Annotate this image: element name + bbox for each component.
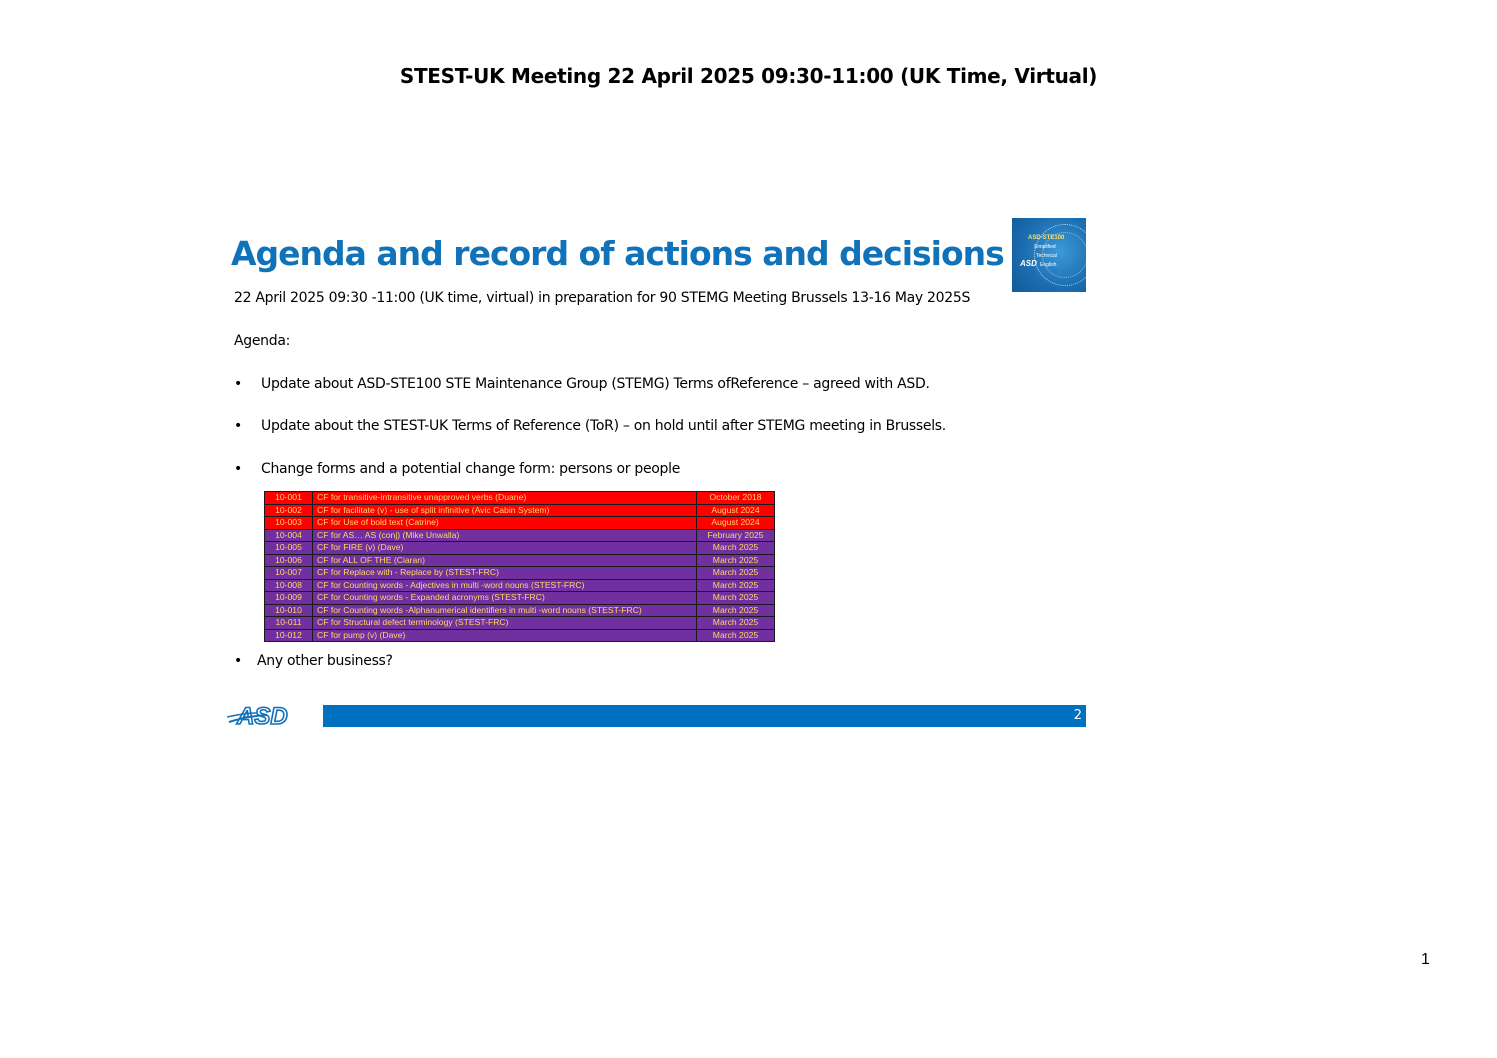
table-row	[265, 629, 775, 642]
cf-date-cell: March 2025	[697, 604, 775, 617]
cf-date-cell: March 2025	[697, 592, 775, 605]
agenda-item-text: Update about the STEST-UK Terms of Reference (ToR) – on hold until after STEMG meeting in Brussels.	[261, 418, 946, 434]
change-forms-table	[264, 491, 775, 642]
bullet-icon: •	[234, 653, 242, 669]
agenda-item-aob	[234, 653, 393, 669]
table-row	[265, 592, 775, 605]
cf-date-cell: March 2025	[697, 617, 775, 630]
page-number: 1	[1421, 951, 1430, 968]
slide-heading: Agenda and record of actions and decisions	[231, 234, 1004, 273]
cf-id-cell: 10-001	[265, 492, 313, 505]
cf-description-cell: CF for transitive-intransitive unapproved verbs (Duane)	[313, 492, 697, 505]
cf-date-cell: February 2025	[697, 529, 775, 542]
cf-description-cell: CF for Counting words -Alphanumerical identifiers in multi -word nouns (STEST-FRC)	[313, 604, 697, 617]
logo-line-2: Simplified	[1034, 244, 1056, 250]
logo-line-3: Technical	[1036, 253, 1057, 259]
table-row	[265, 504, 775, 517]
cf-id-cell: 10-002	[265, 504, 313, 517]
agenda-label: Agenda:	[234, 333, 291, 349]
document-title: STEST-UK Meeting 22 April 2025 09:30-11:00 (UK Time, Virtual)	[399, 64, 1098, 88]
table-row	[265, 554, 775, 567]
cf-description-cell: CF for facilitate (v) - use of split infinitive (Avic Cabin System)	[313, 504, 697, 517]
table-row	[265, 517, 775, 530]
cf-id-cell: 10-003	[265, 517, 313, 530]
cf-description-cell: CF for ALL OF THE (Ciaran)	[313, 554, 697, 567]
cf-date-cell: March 2025	[697, 567, 775, 580]
agenda-item-1	[234, 376, 930, 392]
cf-description-cell: CF for Use of bold text (Catrine)	[313, 517, 697, 530]
cf-date-cell: August 2024	[697, 517, 775, 530]
cf-date-cell: March 2025	[697, 579, 775, 592]
agenda-item-2	[234, 418, 946, 434]
table-row	[265, 542, 775, 555]
cf-id-cell: 10-005	[265, 542, 313, 555]
bullet-icon: •	[234, 376, 242, 392]
table-row	[265, 529, 775, 542]
agenda-item-text: Change forms and a potential change form: persons or people	[261, 461, 681, 477]
agenda-item-3	[234, 461, 680, 477]
ste100-logo-icon	[1012, 218, 1086, 292]
cf-id-cell: 10-010	[265, 604, 313, 617]
agenda-item-text: Update about ASD-STE100 STE Maintenance Group (STEMG) Terms ofReference – agreed with ASD.	[261, 376, 930, 392]
cf-date-cell: March 2025	[697, 629, 775, 642]
table-row	[265, 604, 775, 617]
cf-description-cell: CF for Counting words - Adjectives in multi -word nouns (STEST-FRC)	[313, 579, 697, 592]
asd-logo-text: ASD	[237, 703, 288, 728]
logo-line-4: ASD	[1020, 259, 1037, 268]
cf-description-cell: CF for pump (v) (Dave)	[313, 629, 697, 642]
footer-bar	[323, 705, 1086, 727]
cf-description-cell: CF for Replace with - Replace by (STEST-FRC)	[313, 567, 697, 580]
bullet-icon: •	[234, 461, 242, 477]
slide-number: 2	[1073, 708, 1082, 723]
cf-id-cell: 10-009	[265, 592, 313, 605]
table-row	[265, 567, 775, 580]
cf-description-cell: CF for AS… AS (conj) (Mike Unwalla)	[313, 529, 697, 542]
logo-line-5: English	[1040, 262, 1057, 268]
cf-description-cell: CF for FIRE (v) (Dave)	[313, 542, 697, 555]
cf-description-cell: CF for Structural defect terminology (STEST-FRC)	[313, 617, 697, 630]
cf-date-cell: March 2025	[697, 554, 775, 567]
agenda-item-text: Any other business?	[257, 653, 393, 669]
cf-id-cell: 10-012	[265, 629, 313, 642]
table-row	[265, 579, 775, 592]
table-row	[265, 492, 775, 505]
cf-id-cell: 10-006	[265, 554, 313, 567]
asd-logo-icon	[227, 702, 303, 728]
cf-id-cell: 10-004	[265, 529, 313, 542]
cf-date-cell: March 2025	[697, 542, 775, 555]
logo-line-1: ASD-STE100	[1028, 235, 1065, 241]
cf-id-cell: 10-011	[265, 617, 313, 630]
slide-2	[224, 210, 1090, 735]
cf-date-cell: August 2024	[697, 504, 775, 517]
table-row	[265, 617, 775, 630]
slide-subtitle: 22 April 2025 09:30 -11:00 (UK time, virtual) in preparation for 90 STEMG Meeting Brussels 13-16 May 2025S	[234, 290, 971, 306]
cf-id-cell: 10-007	[265, 567, 313, 580]
cf-date-cell: October 2018	[697, 492, 775, 505]
cf-id-cell: 10-008	[265, 579, 313, 592]
cf-description-cell: CF for Counting words - Expanded acronyms (STEST-FRC)	[313, 592, 697, 605]
bullet-icon: •	[234, 418, 242, 434]
